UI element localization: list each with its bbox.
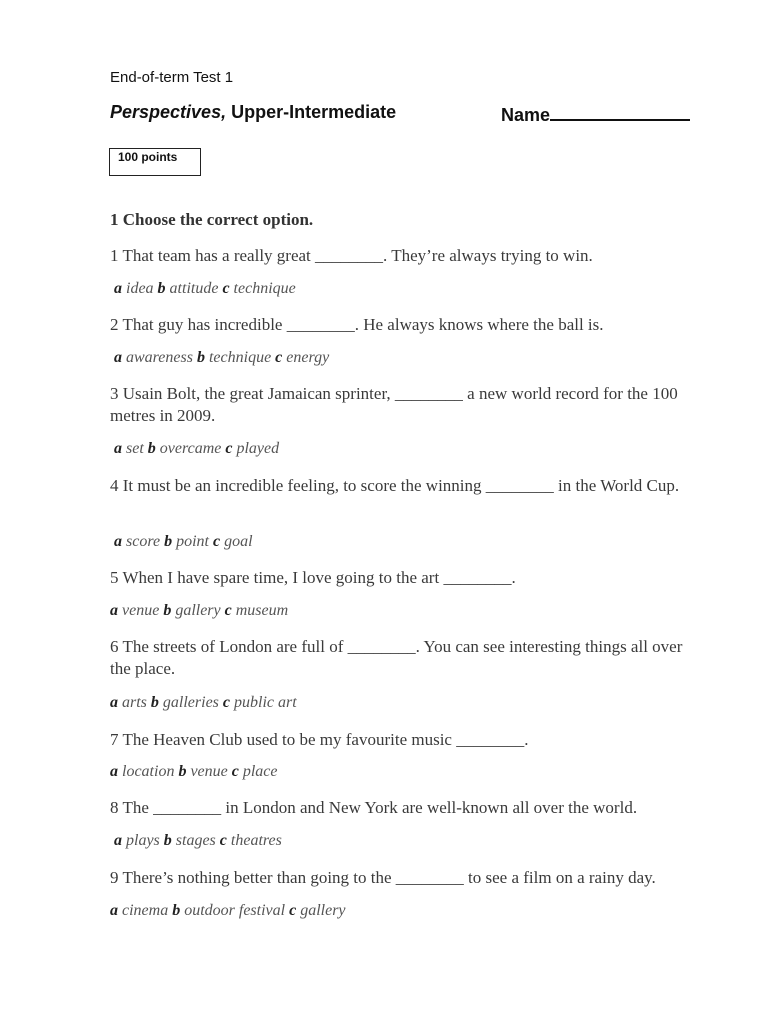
options-question-9: [110, 902, 346, 920]
option-letter: b: [147, 440, 156, 457]
option-letter: c: [222, 694, 231, 711]
option-letter: b: [196, 349, 205, 366]
options-question-3: [114, 440, 279, 458]
points-label: 100 points: [118, 150, 178, 164]
option-letter: a: [110, 694, 118, 711]
course-name: Perspectives,: [110, 102, 227, 122]
options-question-6: [110, 694, 297, 712]
option-letter: b: [150, 694, 159, 711]
option-letter: a: [114, 349, 122, 366]
option-text[interactable]: gallery: [300, 902, 346, 919]
option-text[interactable]: arts: [122, 694, 147, 711]
option-text[interactable]: plays: [126, 832, 160, 849]
options-question-1: [114, 280, 296, 298]
option-text[interactable]: outdoor festival: [184, 902, 286, 919]
option-letter: c: [212, 533, 221, 550]
option-letter: b: [163, 602, 172, 619]
option-letter: a: [114, 832, 122, 849]
option-letter: c: [225, 440, 233, 457]
course-level: Upper-Intermediate: [231, 102, 397, 122]
option-letter: a: [110, 902, 118, 919]
options-question-7: [110, 763, 278, 781]
question-8: 8 The ________ in London and New York are well-known all over the world.: [110, 798, 638, 817]
option-text[interactable]: museum: [235, 602, 289, 619]
option-letter: a: [114, 440, 122, 457]
name-blank-line[interactable]: [550, 102, 690, 121]
option-letter: b: [178, 763, 187, 780]
option-text[interactable]: attitude: [169, 280, 219, 297]
option-text[interactable]: venue: [190, 763, 228, 780]
option-letter: b: [172, 902, 181, 919]
section-heading: 1 Choose the correct option.: [110, 210, 314, 229]
option-text[interactable]: gallery: [175, 602, 221, 619]
option-text[interactable]: galleries: [162, 694, 219, 711]
course-title: [110, 102, 396, 123]
option-text[interactable]: idea: [126, 280, 154, 297]
option-text[interactable]: technique: [208, 349, 272, 366]
name-label: Name: [501, 105, 551, 125]
option-text[interactable]: public art: [234, 694, 297, 711]
option-text[interactable]: stages: [175, 832, 216, 849]
option-letter: c: [289, 902, 297, 919]
option-text[interactable]: energy: [286, 349, 330, 366]
option-text[interactable]: played: [236, 440, 280, 457]
name-field[interactable]: [501, 102, 690, 126]
option-text[interactable]: awareness: [126, 349, 193, 366]
question-2: 2 That guy has incredible ________. He always knows where the ball is.: [110, 315, 604, 334]
option-text[interactable]: score: [126, 533, 161, 550]
points-box: [109, 148, 201, 176]
option-text[interactable]: technique: [233, 280, 296, 297]
option-letter: c: [222, 280, 230, 297]
option-letter: c: [224, 602, 232, 619]
question-1: 1 That team has a really great ________. They’re always trying to win.: [110, 246, 593, 265]
question-4: 4 It must be an incredible feeling, to score the winning ________ in the World Cup.: [110, 476, 680, 495]
test-title: End-of-term Test 1: [110, 69, 234, 86]
option-letter: c: [231, 763, 239, 780]
option-text[interactable]: place: [242, 763, 278, 780]
option-letter: c: [219, 832, 227, 849]
option-text[interactable]: goal: [224, 533, 253, 550]
question-9: 9 There’s nothing better than going to the ________ to see a film on a rainy day.: [110, 868, 656, 887]
question-6: 6 The streets of London are full of ________. You can see interesting things all over the place.: [110, 637, 683, 678]
option-text[interactable]: point: [176, 533, 209, 550]
question-5: 5 When I have spare time, I love going to the art ________.: [110, 568, 516, 587]
option-letter: a: [114, 280, 122, 297]
options-question-5: [110, 602, 288, 620]
question-7: 7 The Heaven Club used to be my favourite music ________.: [110, 730, 529, 749]
option-text[interactable]: cinema: [122, 902, 169, 919]
options-question-8: [114, 832, 282, 850]
option-letter: b: [163, 832, 172, 849]
question-3: 3 Usain Bolt, the great Jamaican sprinter, ________ a new world record for the 100 metres in 2009.: [110, 384, 678, 425]
option-letter: a: [110, 602, 118, 619]
option-text[interactable]: location: [122, 763, 175, 780]
option-letter: a: [110, 763, 118, 780]
option-text[interactable]: set: [126, 440, 144, 457]
option-letter: b: [164, 533, 173, 550]
option-letter: a: [114, 533, 122, 550]
option-text[interactable]: theatres: [230, 832, 282, 849]
option-letter: c: [275, 349, 283, 366]
options-question-2: [114, 349, 329, 367]
option-letter: b: [157, 280, 166, 297]
option-text[interactable]: venue: [122, 602, 160, 619]
options-question-4: [114, 533, 253, 551]
option-text[interactable]: overcame: [159, 440, 222, 457]
